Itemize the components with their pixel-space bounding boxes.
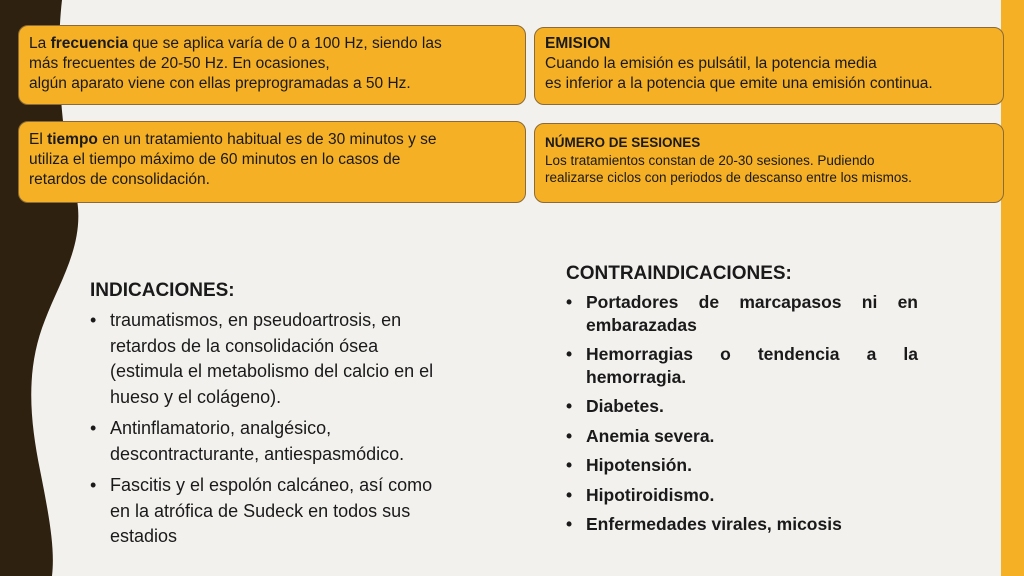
bullet-icon: • (566, 514, 573, 534)
indicaciones-item: • Fascitis y el espolón calcáneo, así como en la atrófica de Sudeck en todos sus estadios (90, 475, 433, 546)
frecuencia-line-3: algún aparato viene con ellas preprogramadas a 50 Hz. (29, 75, 411, 93)
right-accent-stripe (1001, 0, 1024, 576)
contraindicaciones-title: CONTRAINDICACIONES: (566, 263, 792, 284)
indicaciones-title: INDICACIONES: (90, 280, 235, 301)
contraindicaciones-section (566, 263, 918, 543)
tiempo-line-3: retardos de consolidación. (29, 171, 210, 189)
bullet-icon: • (566, 292, 573, 312)
bullet-icon: • (566, 344, 573, 364)
tiempo-box (18, 121, 526, 203)
emision-line-2: es inferior a la potencia que emite una emisión continua. (545, 75, 933, 93)
frecuencia-line-1: La frecuencia que se aplica varía de 0 a 100 Hz, siendo las (29, 35, 442, 52)
contraindicaciones-item: • Diabetes. (566, 396, 664, 416)
indicaciones-item: • Antinflamatorio, analgésico, descontracturante, antiespasmódico. (90, 418, 405, 464)
contraindicaciones-list (566, 291, 918, 536)
contraindicaciones-item: • Hemorragias o tendencia a la hemorragia. (566, 344, 918, 387)
tiempo-line-2: utiliza el tiempo máximo de 60 minutos en lo casos de (29, 151, 401, 169)
emision-title: EMISION (545, 35, 611, 52)
sesiones-title: NÚMERO DE SESIONES (545, 135, 701, 150)
bullet-icon: • (90, 310, 97, 330)
frecuencia-keyword: frecuencia (50, 35, 129, 52)
emision-box (534, 27, 1004, 105)
bullet-icon: • (90, 418, 97, 438)
contraindicaciones-item: • Hipotiroidismo. (566, 484, 715, 505)
indicaciones-list (90, 308, 450, 550)
contraindicaciones-item: • Enfermedades virales, micosis (566, 514, 842, 534)
contraindicaciones-item: • Hipotensión. (566, 455, 692, 475)
sesiones-line-1: Los tratamientos constan de 20-30 sesiones. Pudiendo (545, 152, 875, 168)
bullet-icon: • (90, 475, 97, 495)
contraindicaciones-item: • Portadores de marcapasos ni en embarazadas (566, 292, 918, 335)
indicaciones-section (90, 280, 450, 556)
indicaciones-item: • traumatismos, en pseudoartrosis, en retardos de la consolidación ósea (estimula el metabolismo del calcio en el hueso y el colágeno). (90, 310, 434, 407)
bullet-icon: • (566, 455, 573, 475)
frecuencia-line-2: más frecuentes de 20-50 Hz. En ocasiones, (29, 55, 330, 73)
sesiones-line-2: realizarse ciclos con periodos de descanso entre los mismos. (545, 170, 912, 186)
tiempo-keyword: tiempo (47, 131, 98, 148)
sesiones-box (534, 123, 1004, 203)
tiempo-line-1: El tiempo en un tratamiento habitual es de 30 minutos y se (29, 131, 437, 148)
contraindicaciones-item: • Anemia severa. (566, 425, 715, 446)
bullet-icon: • (566, 484, 573, 505)
emision-line-1: Cuando la emisión es pulsátil, la potencia media (545, 55, 877, 73)
frecuencia-box (18, 25, 526, 105)
bullet-icon: • (566, 425, 573, 446)
bullet-icon: • (566, 396, 573, 416)
